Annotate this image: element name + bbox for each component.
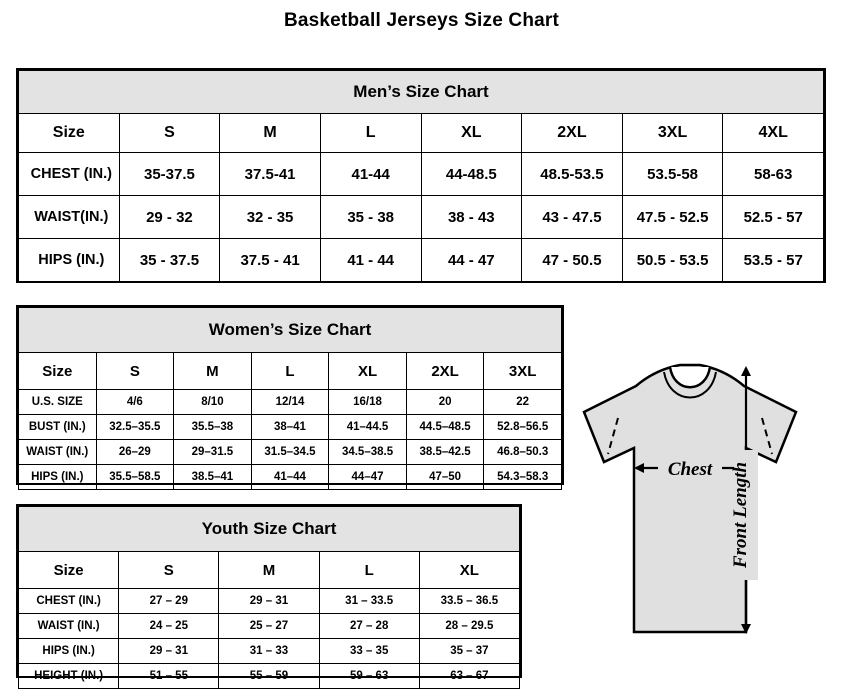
- row-label-waist: WAIST (IN.): [19, 440, 97, 465]
- cell-waist-m: 29–31.5: [174, 440, 252, 465]
- youth-chart-caption: Youth Size Chart: [19, 507, 520, 552]
- cell-waist-l: 35 - 38: [320, 196, 421, 239]
- cell-chest-m: 37.5-41: [220, 153, 321, 196]
- column-header-s: S: [119, 552, 219, 589]
- cell-us-size-3xl: 22: [484, 390, 562, 415]
- cell-hips-2xl: 47 - 50.5: [522, 239, 623, 282]
- youth-size-chart: [16, 504, 522, 682]
- cell-bust-m: 35.5–38: [174, 415, 252, 440]
- cell-waist-s: 24 – 25: [119, 614, 219, 639]
- cell-hips-xl: 35 – 37: [419, 639, 519, 664]
- row-label-hips: HIPS (IN.): [19, 639, 119, 664]
- table-caption-row: [19, 308, 562, 353]
- row-label-height: HEIGHT (IN.): [19, 664, 119, 689]
- column-header-l: L: [320, 114, 421, 153]
- front-length-label: Front Length: [730, 461, 751, 569]
- table-row: [19, 465, 562, 490]
- front-length-arrow-top: [741, 366, 751, 376]
- cell-height-l: 59 – 63: [319, 664, 419, 689]
- jersey-measurement-diagram: [540, 350, 840, 680]
- table-row: [19, 415, 562, 440]
- column-header-3xl: 3XL: [484, 353, 562, 390]
- cell-us-size-2xl: 20: [406, 390, 484, 415]
- cell-bust-xl: 41–44.5: [329, 415, 407, 440]
- womens-size-table: [18, 307, 562, 490]
- cell-us-size-m: 8/10: [174, 390, 252, 415]
- column-header-size: Size: [19, 353, 97, 390]
- cell-us-size-l: 12/14: [251, 390, 329, 415]
- cell-waist-3xl: 46.8–50.3: [484, 440, 562, 465]
- table-header-row: [19, 552, 520, 589]
- cell-hips-m: 31 – 33: [219, 639, 319, 664]
- cell-waist-2xl: 43 - 47.5: [522, 196, 623, 239]
- cell-hips-m: 37.5 - 41: [220, 239, 321, 282]
- column-header-size: Size: [19, 552, 119, 589]
- cell-chest-s: 35-37.5: [119, 153, 220, 196]
- table-header-row: [19, 114, 824, 153]
- table-row: [19, 440, 562, 465]
- cell-waist-2xl: 38.5–42.5: [406, 440, 484, 465]
- cell-chest-m: 29 – 31: [219, 589, 319, 614]
- column-header-3xl: 3XL: [622, 114, 723, 153]
- cell-chest-l: 41-44: [320, 153, 421, 196]
- cell-waist-s: 29 - 32: [119, 196, 220, 239]
- column-header-m: M: [219, 552, 319, 589]
- cell-waist-l: 27 – 28: [319, 614, 419, 639]
- cell-waist-xl: 34.5–38.5: [329, 440, 407, 465]
- cell-waist-m: 32 - 35: [220, 196, 321, 239]
- cell-us-size-s: 4/6: [96, 390, 174, 415]
- mens-chart-caption: Men’s Size Chart: [19, 71, 824, 114]
- table-row: [19, 239, 824, 282]
- table-row: [19, 390, 562, 415]
- cell-height-m: 55 – 59: [219, 664, 319, 689]
- cell-hips-s: 29 – 31: [119, 639, 219, 664]
- cell-hips-xl: 44 - 47: [421, 239, 522, 282]
- column-header-m: M: [174, 353, 252, 390]
- cell-waist-s: 26–29: [96, 440, 174, 465]
- cell-height-s: 51 – 55: [119, 664, 219, 689]
- womens-chart-caption: Women’s Size Chart: [19, 308, 562, 353]
- table-row: [19, 614, 520, 639]
- cell-chest-3xl: 53.5-58: [622, 153, 723, 196]
- cell-us-size-xl: 16/18: [329, 390, 407, 415]
- chest-label: Chest: [667, 459, 713, 480]
- cell-hips-2xl: 47–50: [406, 465, 484, 490]
- youth-size-table: [18, 506, 520, 689]
- table-row: [19, 639, 520, 664]
- jersey-outline: [584, 365, 796, 632]
- cell-hips-3xl: 54.3–58.3: [484, 465, 562, 490]
- row-label-waist: WAIST (IN.): [19, 614, 119, 639]
- cell-hips-l: 33 – 35: [319, 639, 419, 664]
- cell-chest-xl: 44-48.5: [421, 153, 522, 196]
- mens-size-table: [18, 70, 824, 282]
- cell-bust-l: 38–41: [251, 415, 329, 440]
- cell-chest-s: 27 – 29: [119, 589, 219, 614]
- column-header-xl: XL: [419, 552, 519, 589]
- column-header-2xl: 2XL: [406, 353, 484, 390]
- cell-height-xl: 63 – 67: [419, 664, 519, 689]
- column-header-2xl: 2XL: [522, 114, 623, 153]
- cell-hips-xl: 44–47: [329, 465, 407, 490]
- column-header-4xl: 4XL: [723, 114, 824, 153]
- row-label-chest: CHEST (IN.): [19, 589, 119, 614]
- cell-chest-2xl: 48.5-53.5: [522, 153, 623, 196]
- cell-waist-m: 25 – 27: [219, 614, 319, 639]
- table-row: [19, 589, 520, 614]
- row-label-hips: HIPS (IN.): [19, 465, 97, 490]
- cell-chest-xl: 33.5 – 36.5: [419, 589, 519, 614]
- cell-hips-3xl: 50.5 - 53.5: [622, 239, 723, 282]
- table-row: [19, 664, 520, 689]
- table-header-row: [19, 353, 562, 390]
- cell-bust-s: 32.5–35.5: [96, 415, 174, 440]
- womens-size-chart: [16, 305, 564, 485]
- cell-hips-m: 38.5–41: [174, 465, 252, 490]
- column-header-xl: XL: [329, 353, 407, 390]
- cell-waist-4xl: 52.5 - 57: [723, 196, 824, 239]
- cell-hips-l: 41 - 44: [320, 239, 421, 282]
- column-header-l: L: [319, 552, 419, 589]
- table-row: [19, 153, 824, 196]
- cell-hips-l: 41–44: [251, 465, 329, 490]
- table-caption-row: [19, 71, 824, 114]
- row-label-chest: CHEST (IN.): [19, 153, 120, 196]
- row-label-waist: WAIST(IN.): [19, 196, 120, 239]
- cell-chest-4xl: 58-63: [723, 153, 824, 196]
- cell-waist-3xl: 47.5 - 52.5: [622, 196, 723, 239]
- cell-chest-l: 31 – 33.5: [319, 589, 419, 614]
- page-title: Basketball Jerseys Size Chart: [283, 10, 560, 31]
- cell-hips-s: 35.5–58.5: [96, 465, 174, 490]
- row-label-us-size: U.S. SIZE: [19, 390, 97, 415]
- cell-hips-s: 35 - 37.5: [119, 239, 220, 282]
- cell-hips-4xl: 53.5 - 57: [723, 239, 824, 282]
- table-row: [19, 196, 824, 239]
- column-header-s: S: [119, 114, 220, 153]
- cell-bust-3xl: 52.8–56.5: [484, 415, 562, 440]
- column-header-l: L: [251, 353, 329, 390]
- column-header-m: M: [220, 114, 321, 153]
- row-label-bust: BUST (IN.): [19, 415, 97, 440]
- mens-size-chart: [16, 68, 826, 283]
- table-caption-row: [19, 507, 520, 552]
- cell-bust-2xl: 44.5–48.5: [406, 415, 484, 440]
- column-header-size: Size: [19, 114, 120, 153]
- cell-waist-l: 31.5–34.5: [251, 440, 329, 465]
- column-header-xl: XL: [421, 114, 522, 153]
- column-header-s: S: [96, 353, 174, 390]
- cell-waist-xl: 28 – 29.5: [419, 614, 519, 639]
- row-label-hips: HIPS (IN.): [19, 239, 120, 282]
- cell-waist-xl: 38 - 43: [421, 196, 522, 239]
